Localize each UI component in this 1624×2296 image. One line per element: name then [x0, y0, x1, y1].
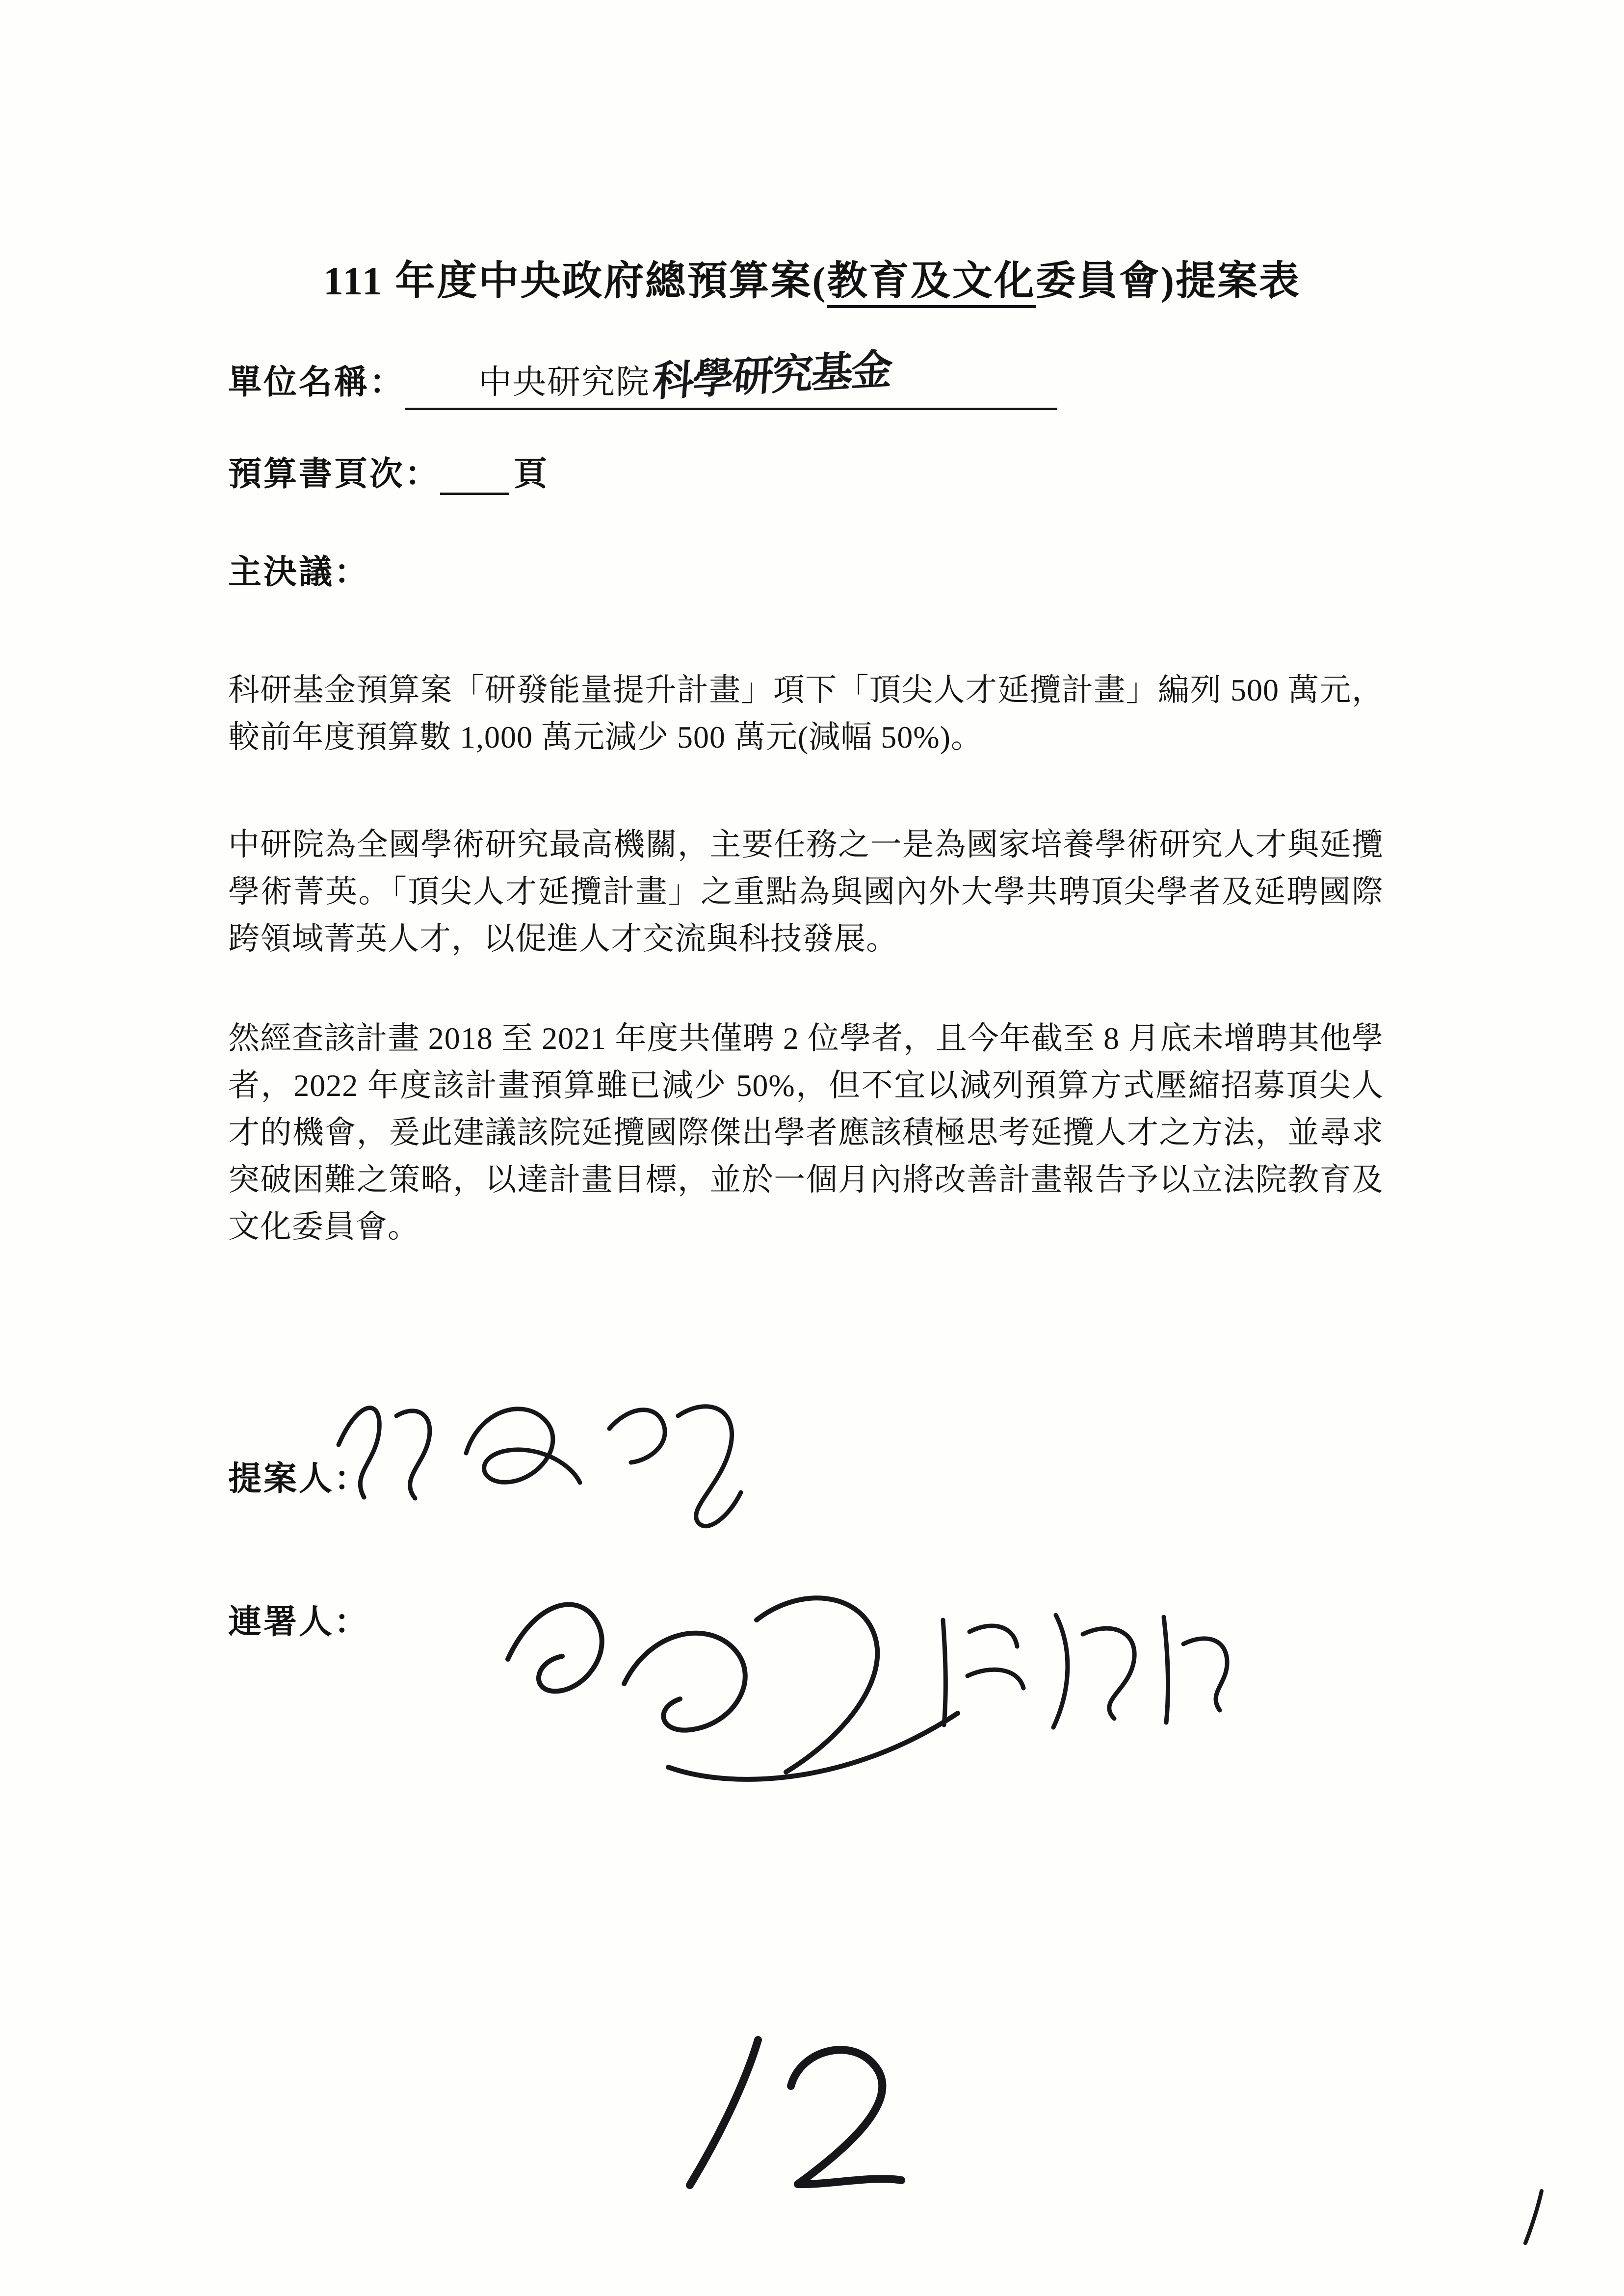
handwritten-corner-number-1 [1511, 2183, 1560, 2257]
budget-page-label: 預算書頁次： [228, 455, 441, 493]
title-prefix: 111 年度中央政府總預算案( [323, 258, 827, 303]
title-underlined-committee: 教育及文化 [827, 259, 1036, 308]
handwritten-page-number-12 [653, 2021, 932, 2208]
unit-name-row [228, 346, 1057, 410]
main-resolution-label: 主決議： [228, 553, 370, 591]
unit-name-label: 單位名稱： [228, 364, 405, 401]
resolution-paragraph-2: 中研院為全國學術研究最高機關，主要任務之一是為國家培養學術研究人才與延攬學術菁英。「頂尖人才延攬計畫」之重點為與國內外大學共聘頂尖學者及延聘國際跨領域菁英人才，以促進人才交流與科技發展。 [228, 827, 1384, 956]
budget-page-row [228, 447, 549, 495]
document-title [0, 249, 1624, 306]
unit-name-printed: 中央研究院 [478, 364, 651, 401]
title-suffix: 委員會)提案表 [1035, 258, 1301, 303]
resolution-paragraph-1: 科研基金預算案「研發能量提升計畫」項下「頂尖人才延攬計畫」編列 500 萬元，較前年度預算數 1,000 萬元減少 500 萬元(減幅 50%)。 [228, 673, 1384, 755]
cosigner-signature-2 [908, 1585, 1261, 1747]
unit-name-line [405, 346, 1057, 410]
budget-page-suffix: 頁 [514, 455, 550, 493]
unit-name-handwritten: 科學研究基金 [651, 347, 893, 405]
cosigner-label: 連署人： [228, 1603, 370, 1641]
proposer-signature [304, 1369, 760, 1555]
budget-page-blank [440, 461, 509, 495]
resolution-paragraph-3: 然經查該計畫 2018 至 2021 年度共僅聘 2 位學者，且今年截至 8 月底未增聘其他學者，2022 年度該計畫預算雖已減少 50%，但不宜以減列預算方式壓縮招募頂尖人才的機會，爰此建議該院延攬國際傑出學者應該積極思考延攬人才之方法，並尋求突破困難之策略，以達計畫目標，並於一個月內將改善計畫報告予以立法院教育及文化委員會。 [228, 1021, 1384, 1244]
main-resolution-heading [228, 546, 369, 593]
proposer-label: 提案人： [228, 1460, 370, 1497]
